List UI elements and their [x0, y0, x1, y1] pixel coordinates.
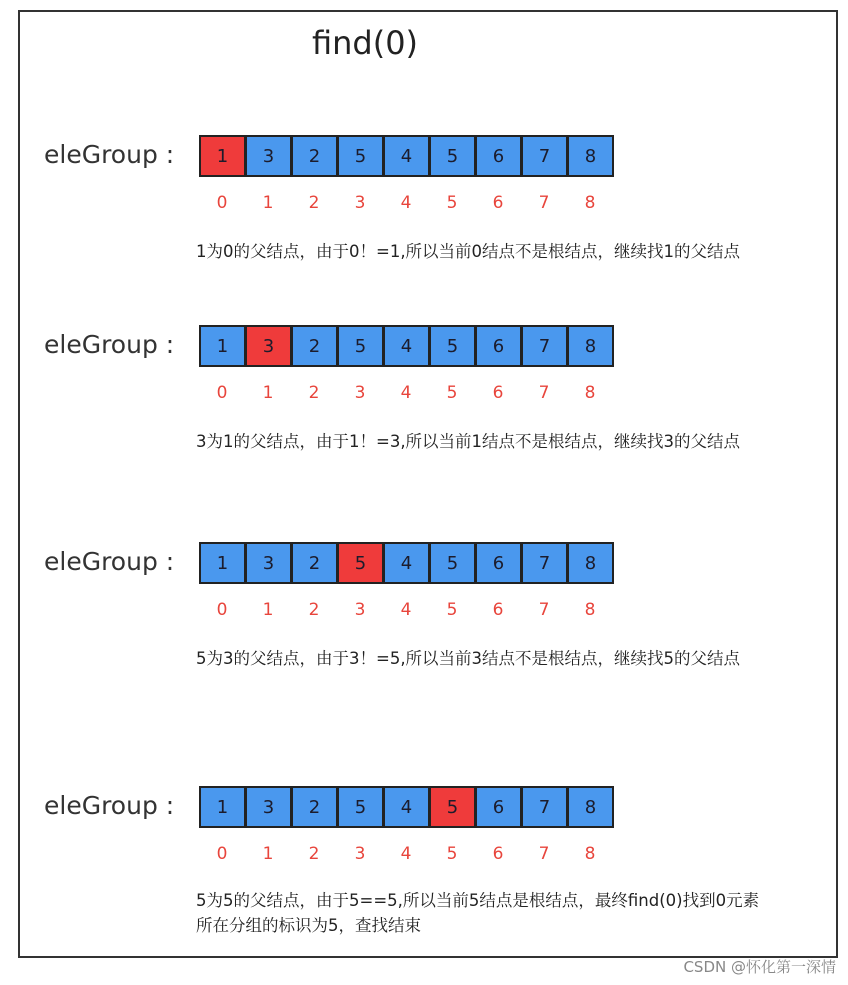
step-row: [0, 135, 848, 275]
step-description: [196, 239, 740, 264]
array-cell: 8: [567, 135, 614, 177]
array-cell: 4: [383, 786, 430, 828]
description-line: 1为0的父结点，由于0！=1,所以当前0结点不是根结点，继续找1的父结点: [196, 242, 741, 261]
array-indices: [199, 600, 613, 620]
array-cell: 7: [521, 135, 568, 177]
array-index: 3: [354, 193, 366, 213]
array-cell: 7: [521, 542, 568, 584]
array-cell: 7: [521, 786, 568, 828]
diagram-title: find(0): [311, 24, 419, 62]
array-cell-highlighted: 3: [245, 325, 292, 367]
array-cell: 2: [291, 542, 338, 584]
array-index: 4: [400, 844, 412, 864]
step-description: [196, 646, 740, 671]
step-description: [196, 429, 740, 454]
array-cell: 5: [337, 786, 384, 828]
array-index: 4: [400, 383, 412, 403]
array-indices: [199, 844, 613, 864]
array-index: 7: [538, 383, 550, 403]
array-index: 3: [354, 844, 366, 864]
array-cell: 5: [429, 135, 476, 177]
array-index: 6: [492, 600, 504, 620]
array-index: 5: [446, 193, 458, 213]
array-cell: 3: [245, 135, 292, 177]
array-index: 2: [308, 193, 320, 213]
array-index: 6: [492, 193, 504, 213]
array-cell: 2: [291, 786, 338, 828]
array-index: 6: [492, 844, 504, 864]
array-cells: [199, 542, 614, 584]
step-description: [196, 888, 759, 938]
array-cells: [199, 325, 614, 367]
array-index: 3: [354, 600, 366, 620]
array-index: 0: [216, 600, 228, 620]
array-label: eleGroup :: [44, 791, 175, 820]
array-cell-highlighted: 5: [337, 542, 384, 584]
array-label: eleGroup :: [44, 140, 175, 169]
array-index: 7: [538, 600, 550, 620]
array-index: 3: [354, 383, 366, 403]
array-cell: 1: [199, 542, 246, 584]
array-cell: 7: [521, 325, 568, 367]
array-cell: 8: [567, 542, 614, 584]
array-index: 4: [400, 193, 412, 213]
array-index: 8: [584, 193, 596, 213]
array-cells: [199, 135, 614, 177]
array-cell: 6: [475, 542, 522, 584]
description-line: 所在分组的标识为5，查找结束: [196, 916, 421, 935]
watermark: CSDN @怀化第一深情: [683, 958, 836, 976]
array-index: 0: [216, 844, 228, 864]
array-cell: 3: [245, 786, 292, 828]
array-index: 0: [216, 193, 228, 213]
array-indices: [199, 193, 613, 213]
array-label: eleGroup :: [44, 547, 175, 576]
array-cell: 8: [567, 325, 614, 367]
description-line: 5为3的父结点，由于3！=5,所以当前3结点不是根结点，继续找5的父结点: [196, 649, 741, 668]
array-cell: 5: [429, 325, 476, 367]
step-row: [0, 542, 848, 682]
array-index: 1: [262, 383, 274, 403]
array-cell: 6: [475, 325, 522, 367]
array-index: 0: [216, 383, 228, 403]
array-index: 8: [584, 844, 596, 864]
array-cell: 1: [199, 786, 246, 828]
array-index: 5: [446, 383, 458, 403]
array-cell: 6: [475, 135, 522, 177]
array-indices: [199, 383, 613, 403]
array-cell: 2: [291, 325, 338, 367]
array-cell: 4: [383, 325, 430, 367]
array-index: 1: [262, 600, 274, 620]
step-row: [0, 786, 848, 935]
array-index: 8: [584, 383, 596, 403]
array-index: 8: [584, 600, 596, 620]
array-index: 2: [308, 600, 320, 620]
array-cell: 5: [429, 542, 476, 584]
array-cell: 5: [337, 325, 384, 367]
step-row: [0, 325, 848, 465]
array-cell: 6: [475, 786, 522, 828]
array-cell-highlighted: 1: [199, 135, 246, 177]
array-index: 7: [538, 193, 550, 213]
array-index: 6: [492, 383, 504, 403]
description-line: 5为5的父结点，由于5==5,所以当前5结点是根结点，最终find(0)找到0元素: [196, 891, 760, 910]
array-index: 4: [400, 600, 412, 620]
array-index: 2: [308, 383, 320, 403]
array-index: 1: [262, 193, 274, 213]
array-index: 2: [308, 844, 320, 864]
array-cells: [199, 786, 614, 828]
array-label: eleGroup :: [44, 330, 175, 359]
array-cell-highlighted: 5: [429, 786, 476, 828]
array-cell: 2: [291, 135, 338, 177]
array-cell: 3: [245, 542, 292, 584]
array-cell: 4: [383, 135, 430, 177]
array-index: 5: [446, 844, 458, 864]
description-line: 3为1的父结点，由于1！=3,所以当前1结点不是根结点，继续找3的父结点: [196, 432, 741, 451]
array-cell: 8: [567, 786, 614, 828]
array-index: 1: [262, 844, 274, 864]
array-index: 5: [446, 600, 458, 620]
array-cell: 4: [383, 542, 430, 584]
array-cell: 1: [199, 325, 246, 367]
array-index: 7: [538, 844, 550, 864]
array-cell: 5: [337, 135, 384, 177]
